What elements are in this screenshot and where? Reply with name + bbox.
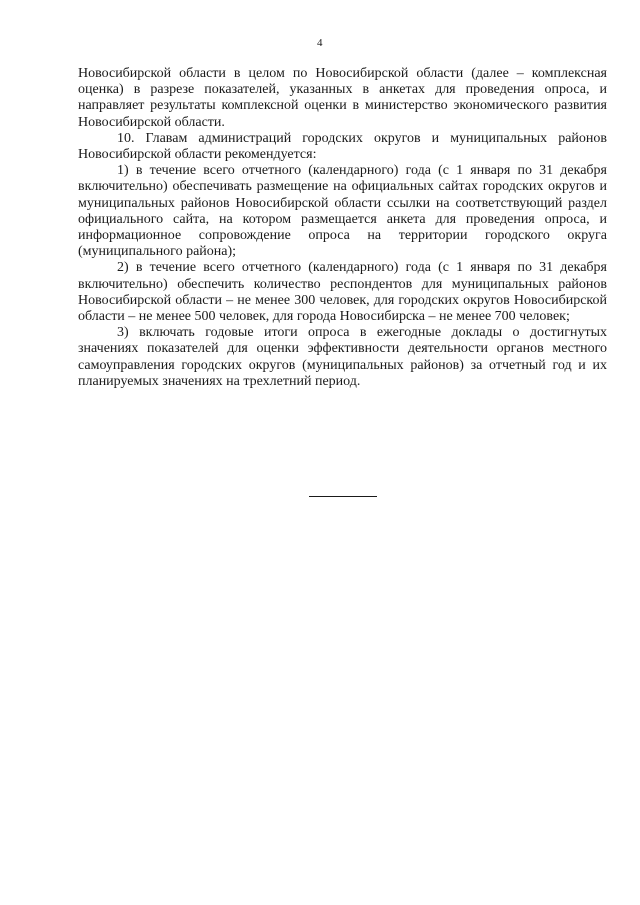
paragraph-subitem-3: 3) включать годовые итоги опроса в ежегодные доклады о достигнутых значениях показателей для оценки эффективности деятельности органов местного самоуправления городских округов (муниципальных районов) за отчетный год и их планируемых значениях на трехлетний период. <box>78 325 607 389</box>
paragraph-continuation: Новосибирской области в целом по Новосибирской области (далее – комплексная оценка) в разрезе показателей, указанных в анкетах для проведения опроса, и направляет результаты комплексной оценки в министерство экономического развития Новосибирской области. <box>78 66 607 130</box>
paragraph-item-10: 10. Главам администраций городских округов и муниципальных районов Новосибирской области рекомендуется: <box>78 130 607 163</box>
document-body <box>78 66 607 390</box>
paragraph-subitem-2: 2) в течение всего отчетного (календарного) года (с 1 января по 31 декабря включительно) обеспечить количество респондентов для муниципальных районов Новосибирской области – не менее 300 человек, для городских округов Новосибирской области – не менее 500 человек, для города Новосибирска – не менее 700 человек; <box>78 260 607 325</box>
page-number: 4 <box>317 37 323 49</box>
end-of-document-rule <box>309 496 377 497</box>
paragraph-subitem-1: 1) в течение всего отчетного (календарного) года (с 1 января по 31 декабря включительно) обеспечивать размещение на официальных сайтах городских округов и муниципальных районов Новосибирской области ссылки на соответствующий раздел официального сайта, на котором размещается анкета для проведения опроса, и информационное сопровождение опроса на территории городского округа (муниципального района); <box>78 163 607 260</box>
